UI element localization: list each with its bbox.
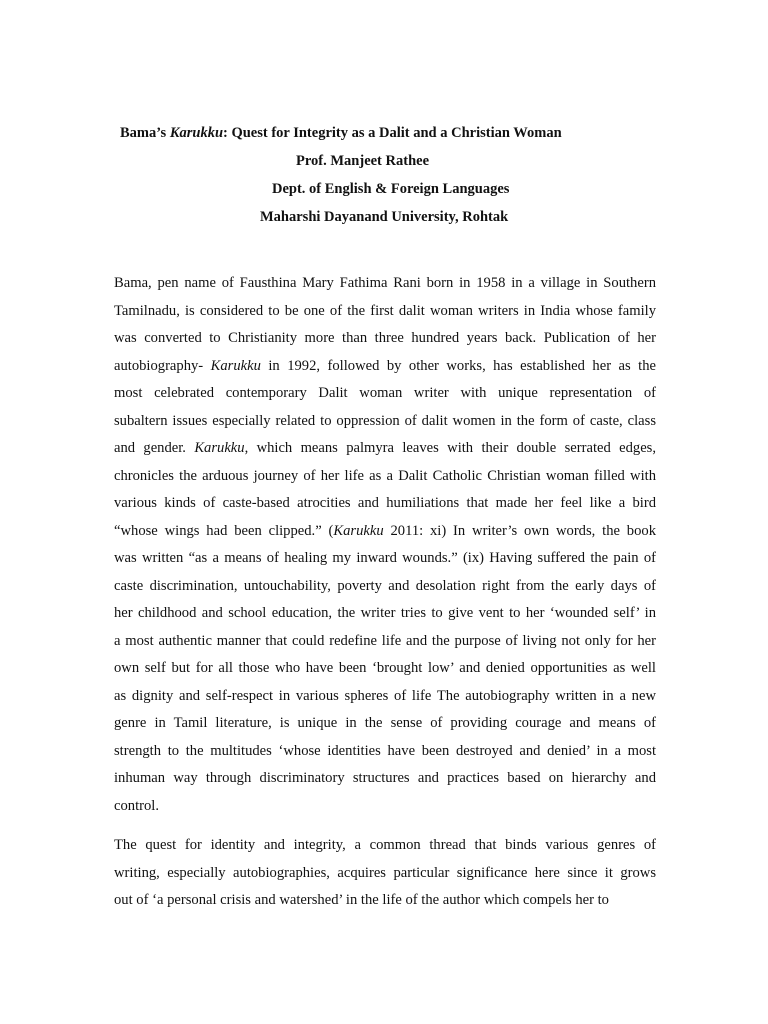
line-text: writing, especially autobiographies, acquires particular significance here since it grows — [114, 864, 656, 881]
text-line — [114, 435, 656, 463]
text-line — [114, 353, 656, 381]
text-line — [114, 463, 656, 491]
text-line — [114, 490, 656, 518]
text-line — [114, 408, 656, 436]
text-line — [114, 545, 656, 573]
author-name: Prof. Manjeet Rathee — [296, 153, 429, 169]
line-text: The quest for identity and integrity, a common thread that binds various genres of — [114, 837, 656, 853]
text-line — [114, 573, 656, 601]
line-text: in 1992, followed by other works, has established her as the — [260, 357, 657, 374]
text-line — [114, 887, 656, 915]
line-text: , which means palmyra leaves with their double serrated edges, — [244, 440, 656, 456]
line-text: “whose wings had been clipped.” ( — [114, 522, 334, 539]
italic-title-text: Karukku — [210, 357, 261, 374]
body-paragraph-1 — [114, 270, 656, 820]
text-line — [114, 325, 656, 353]
text-line — [114, 380, 656, 408]
line-text: Bama, pen name of Fausthina Mary Fathima Rani born in 1958 in a village in Southern — [114, 275, 656, 291]
line-text: own self but for all those who have been ‘brought low’ and denied opportunities as well — [114, 660, 656, 676]
title-suffix: : Quest for Integrity as a Dalit and a Christian Woman — [223, 125, 562, 141]
title-italic: Karukku — [169, 125, 224, 141]
text-line — [114, 270, 656, 298]
text-line — [114, 765, 656, 793]
line-text: various kinds of caste-based atrocities and humiliations that made her feel like a bird — [114, 495, 656, 511]
line-text: her childhood and school education, the writer tries to give vent to her ‘wounded self’ in — [114, 605, 656, 621]
line-text: strength to the multitudes ‘whose identities have been destroyed and denied’ in a most — [114, 742, 656, 759]
line-text: a most authentic manner that could redefine life and the purpose of living not only for her — [114, 632, 656, 649]
text-line — [114, 860, 656, 888]
text-line — [114, 628, 656, 656]
line-text: control. — [114, 797, 159, 814]
line-text: was written “as a means of healing my inward wounds.” (ix) Having suffered the pain of — [114, 550, 656, 566]
author-university: Maharshi Dayanand University, Rohtak — [260, 209, 509, 225]
text-line — [114, 600, 656, 628]
italic-title-text: Karukku — [194, 440, 245, 456]
line-text: and gender. — [114, 440, 195, 456]
text-line — [114, 683, 656, 711]
line-text: subaltern issues especially related to oppression of dalit women in the form of caste, class — [114, 412, 656, 429]
text-line — [114, 298, 656, 326]
line-text: out of ‘a personal crisis and watershed’ in the life of the author which compels her to — [114, 892, 609, 908]
text-line — [114, 710, 656, 738]
line-text: inhuman way through discriminatory structures and practices based on hierarchy and — [114, 770, 656, 786]
text-line — [114, 655, 656, 683]
line-text: genre in Tamil literature, is unique in the sense of providing courage and means of — [114, 715, 656, 731]
title-prefix: Bama’s — [120, 125, 170, 141]
line-text: 2011: xi) In writer’s own words, the book — [383, 522, 656, 539]
line-text: Tamilnadu, is considered to be one of the first dalit woman writers in India whose family — [114, 302, 656, 319]
text-line — [114, 793, 656, 821]
line-text: chronicles the arduous journey of her life as a Dalit Catholic Christian woman filled with — [114, 467, 656, 484]
text-line — [114, 738, 656, 766]
line-text: as dignity and self-respect in various spheres of life The autobiography written in a new — [114, 687, 656, 704]
text-line — [114, 518, 656, 546]
author-department: Dept. of English & Foreign Languages — [272, 181, 510, 197]
line-text: was converted to Christianity more than three hundred years back. Publication of her — [114, 330, 656, 346]
paper-title — [120, 124, 562, 142]
line-text: most celebrated contemporary Dalit woman writer with unique representation of — [114, 385, 656, 401]
line-text: autobiography- — [114, 357, 211, 374]
italic-title-text: Karukku — [333, 522, 384, 539]
line-text: caste discrimination, untouchability, poverty and desolation right from the early days of — [114, 577, 656, 594]
text-line — [114, 832, 656, 860]
body-paragraph-2 — [114, 832, 656, 915]
